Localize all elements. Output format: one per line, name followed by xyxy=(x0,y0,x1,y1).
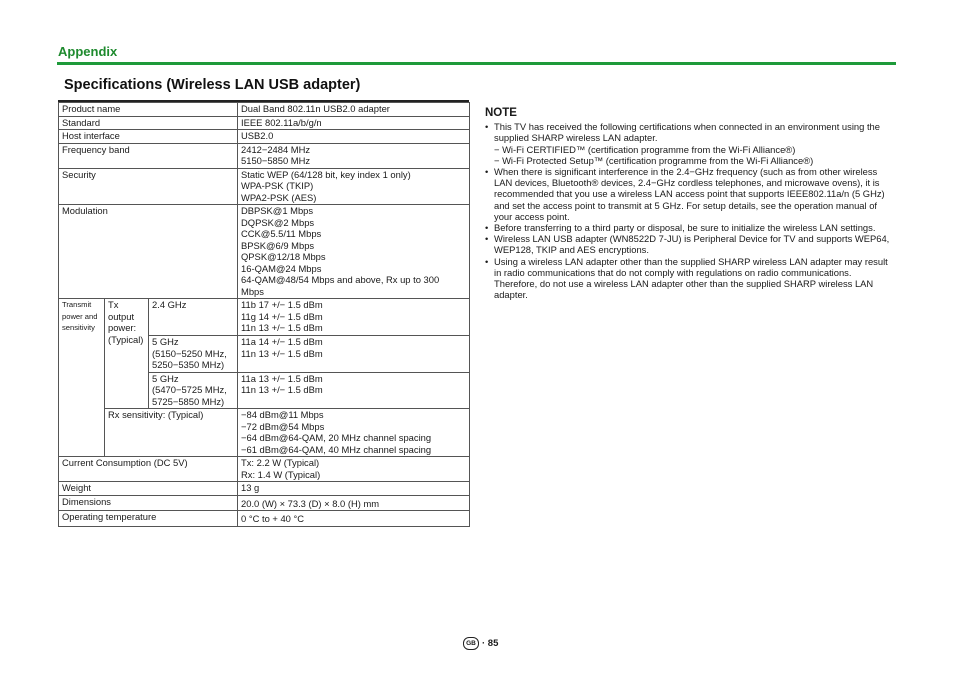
label-line: power: xyxy=(108,322,137,333)
note-subitem: − Wi-Fi CERTIFIED™ (certification programme from the Wi-Fi Alliance®) xyxy=(494,143,796,155)
value-line: 11b 17 +/− 1.5 dBm xyxy=(241,299,323,310)
spec-value xyxy=(238,143,470,168)
spec-label: Product name xyxy=(59,103,238,117)
label-line: (Typical) xyxy=(108,333,144,345)
value-line: 11n 13 +/− 1.5 dBm xyxy=(241,322,323,333)
label-line: 5250−5350 MHz) xyxy=(152,359,225,370)
value-line: DBPSK@1 Mbps xyxy=(241,205,314,216)
spec-value xyxy=(238,205,470,299)
band-label xyxy=(149,336,238,373)
spec-label: Dimensions xyxy=(59,495,238,511)
spec-value: USB2.0 xyxy=(238,130,470,144)
table-row xyxy=(59,205,470,299)
spec-value xyxy=(238,409,470,457)
value-line: WPA-PSK (TKIP) xyxy=(241,180,314,191)
gb-region-badge-icon: GB xyxy=(463,637,479,650)
bullet-icon: • xyxy=(485,255,489,267)
label-line: sensitivity xyxy=(62,323,95,333)
section-label: Appendix xyxy=(58,44,118,59)
value-line: 64-QAM@48/54 Mbps and above, Rx up to 300 xyxy=(241,274,440,285)
table-row xyxy=(59,116,470,130)
value-line: WPA2-PSK (AES) xyxy=(241,191,317,203)
bullet-icon: • xyxy=(485,121,489,133)
value-line: Tx: 2.2 W (Typical) xyxy=(241,457,320,468)
note-subitem: − Wi-Fi Protected Setup™ (certification programme from the Wi-Fi Alliance®) xyxy=(494,154,814,166)
value-line: DQPSK@2 Mbps xyxy=(241,216,315,228)
note-item xyxy=(485,222,897,233)
table-row xyxy=(59,143,470,168)
label-line: Tx xyxy=(108,299,119,310)
label-line: 5 GHz xyxy=(152,336,179,347)
tx-label xyxy=(105,299,149,409)
value-line: −84 dBm@11 Mbps xyxy=(241,409,324,420)
spec-value: IEEE 802.11a/b/g/n xyxy=(238,116,470,130)
note-text: This TV has received the following certifications when connected in an environment using the supplied SHARP wireless LAN adapter. xyxy=(494,121,880,144)
bullet-icon: • xyxy=(485,166,489,178)
value-line: QPSK@12/18 Mbps xyxy=(241,251,326,262)
note-item xyxy=(485,256,897,301)
spec-label: Modulation xyxy=(59,205,238,299)
table-row xyxy=(59,103,470,117)
table-row xyxy=(59,457,470,482)
header-rule xyxy=(57,62,896,65)
table-row xyxy=(59,495,470,511)
spec-label: Current Consumption (DC 5V) xyxy=(59,457,238,482)
spec-value: 20.0 (W) × 73.3 (D) × 8.0 (H) mm xyxy=(238,495,470,511)
label-line: Transmit xyxy=(62,300,92,309)
table-row xyxy=(59,299,470,336)
table-row xyxy=(59,409,470,457)
spec-value xyxy=(238,457,470,482)
transmit-label xyxy=(59,299,105,457)
spec-value: Dual Band 802.11n USB2.0 adapter xyxy=(238,103,470,117)
label-line: 5 GHz xyxy=(152,372,179,384)
rx-label: Rx sensitivity: (Typical) xyxy=(105,409,238,457)
table-row xyxy=(59,511,470,527)
value-line: Mbps xyxy=(241,285,264,297)
table-row xyxy=(59,130,470,144)
spec-value: 0 °C to + 40 °C xyxy=(238,511,470,527)
spec-label: Operating temperature xyxy=(59,511,238,527)
spec-label: Security xyxy=(59,168,238,205)
note-item xyxy=(485,233,897,255)
spec-value: 13 g xyxy=(238,482,470,496)
value-line: 11g 14 +/− 1.5 dBm xyxy=(241,310,323,322)
value-line: −64 dBm@64-QAM, 20 MHz channel spacing xyxy=(241,432,432,443)
label-line: (5150−5250 MHz, xyxy=(152,347,227,359)
spec-table xyxy=(58,102,470,527)
page-title: Specifications (Wireless LAN USB adapter) xyxy=(64,77,361,93)
bullet-icon: • xyxy=(485,222,489,234)
value-line: 11n 13 +/− 1.5 dBm xyxy=(241,347,323,359)
note-heading: NOTE xyxy=(485,107,517,119)
value-line: 11a 13 +/− 1.5 dBm xyxy=(241,372,323,384)
spec-value xyxy=(238,168,470,205)
spec-label: Standard xyxy=(59,116,238,130)
table-row xyxy=(59,168,470,205)
value-line: Static WEP (64/128 bit, key index 1 only) xyxy=(241,168,411,180)
spec-value xyxy=(238,336,470,373)
bullet-icon: • xyxy=(485,233,489,245)
spec-label: Frequency band xyxy=(59,143,238,168)
spec-value xyxy=(238,372,470,409)
spec-value xyxy=(238,299,470,336)
note-text: Wireless LAN USB adapter (WN8522D 7-JU) is Peripheral Device for TV and supports WEP64, WEP128, TKIP and AES encryptions. xyxy=(494,233,890,256)
value-line: 2412−2484 MHz xyxy=(241,143,311,155)
label-line: output xyxy=(108,310,135,322)
note-text: Using a wireless LAN adapter other than the supplied SHARP wireless LAN adapter may result in radio communications that do not comply with regulations on radio communications. Therefore, do not use a wireless LAN adapter other than the supplied SHARP wireless LAN adapter. xyxy=(494,255,888,301)
value-line: Rx: 1.4 W (Typical) xyxy=(241,468,321,480)
label-line: 5725−5850 MHz) xyxy=(152,395,225,407)
value-line: 5150−5850 MHz xyxy=(241,155,311,166)
note-text: When there is significant interference in the 2.4−GHz frequency (such as from other wireless LAN devices, Bluetooth® devices, 2.4−GHz cordless telephones, and microwave ovens), it is recommended that you use a wireless LAN access point that supports IEEE802.11a/n (5 GHz) and set the access point to transmit at 5 GHz. For setup details, see the operation manual of your access point. xyxy=(494,166,885,222)
note-section xyxy=(485,108,897,300)
page-footer xyxy=(463,637,498,650)
label-line: power and xyxy=(62,311,98,321)
spec-label: Host interface xyxy=(59,130,238,144)
value-line: 16-QAM@24 Mbps xyxy=(241,262,322,274)
value-line: −61 dBm@64-QAM, 40 MHz channel spacing xyxy=(241,443,432,455)
note-text: Before transferring to a third party or disposal, be sure to initialize the wireless LAN settings. xyxy=(494,222,876,234)
page-number: · 85 xyxy=(482,638,499,649)
note-item xyxy=(485,121,897,143)
band-label: 2.4 GHz xyxy=(149,299,238,336)
label-line: (5470−5725 MHz, xyxy=(152,384,227,395)
value-line: 11a 14 +/− 1.5 dBm xyxy=(241,336,323,347)
band-label xyxy=(149,372,238,409)
value-line: CCK@5.5/11 Mbps xyxy=(241,228,322,239)
value-line: BPSK@6/9 Mbps xyxy=(241,239,315,251)
note-item xyxy=(485,166,897,222)
value-line: 11n 13 +/− 1.5 dBm xyxy=(241,384,323,395)
table-row xyxy=(59,482,470,496)
value-line: −72 dBm@54 Mbps xyxy=(241,420,325,432)
spec-label: Weight xyxy=(59,482,238,496)
